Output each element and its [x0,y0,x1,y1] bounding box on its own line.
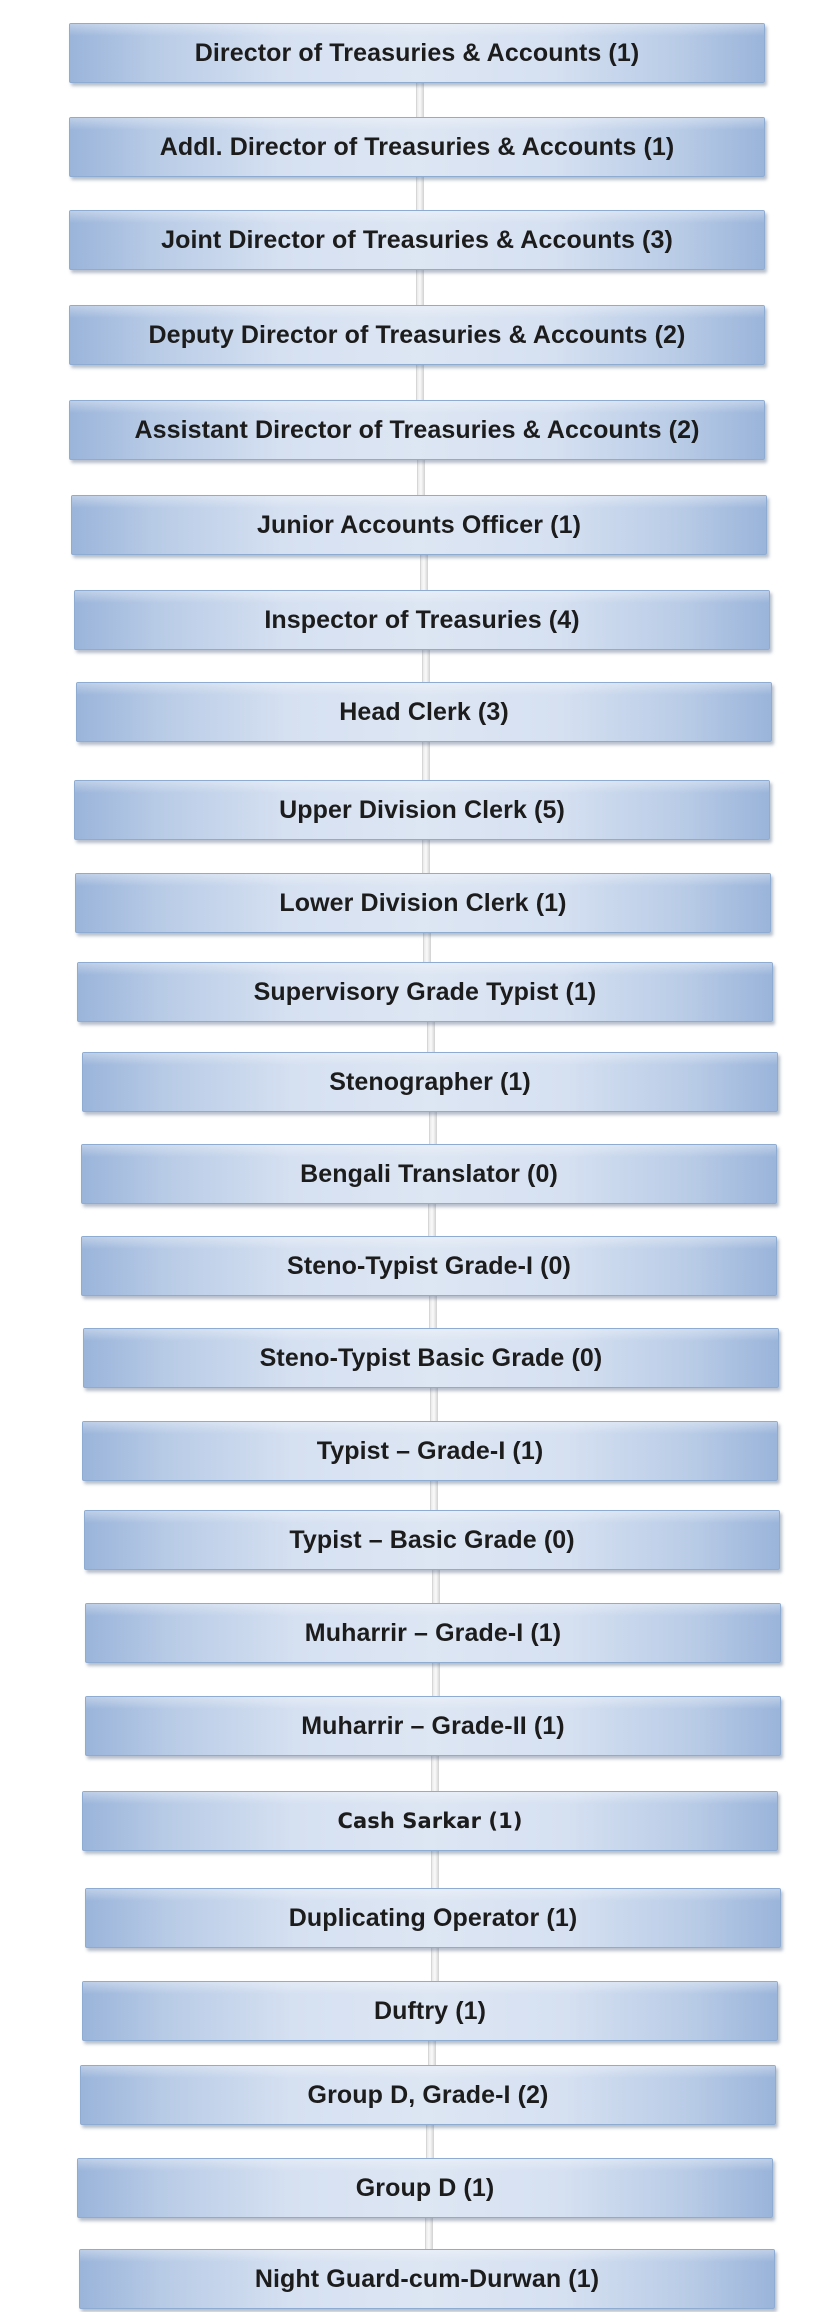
org-node-label: Director of Treasuries & Accounts (1) [194,38,640,67]
org-node [71,495,767,555]
org-node-label: Assistant Director of Treasuries & Accounts (2) [134,415,700,444]
org-node [79,2249,775,2309]
connector-line [423,931,431,964]
connector-line [416,81,424,119]
org-node-label: Junior Accounts Officer (1) [256,510,582,539]
connector-line [416,268,424,307]
org-node [77,2158,773,2218]
org-node [74,590,770,650]
org-node [82,1421,778,1481]
org-node-label: Group D (1) [355,2173,495,2202]
connector-line [420,553,428,592]
org-node [80,2065,776,2125]
org-node [69,210,765,270]
connector-line [425,2216,433,2251]
org-node-label: Steno-Typist Grade-I (0) [287,1251,571,1280]
org-node [69,400,765,460]
org-node-label: Inspector of Treasuries (4) [264,605,580,634]
org-node [82,1791,778,1851]
org-node-label: Duplicating Operator (1) [288,1903,578,1932]
connector-line [430,1479,438,1512]
connector-line [427,1020,435,1054]
connector-line [416,363,424,402]
org-node-label: Bengali Translator (0) [300,1159,558,1188]
connector-line [422,838,430,875]
connector-line [428,1202,436,1238]
connector-line [432,1568,440,1605]
org-node-label: Muharrir – Grade-I (1) [304,1618,562,1647]
org-node [84,1510,780,1570]
org-node-label: Group D, Grade-I (2) [307,2080,549,2109]
connector-line [426,2123,434,2160]
org-node-label: Steno-Typist Basic Grade (0) [259,1343,603,1372]
org-node-label: Lower Division Clerk (1) [279,888,567,917]
org-node [85,1696,781,1756]
org-node-label: Head Clerk (3) [339,697,509,726]
org-node [69,23,765,83]
org-node [76,682,772,742]
org-node [82,1052,778,1112]
org-node-label: Typist – Basic Grade (0) [289,1525,575,1554]
org-node-label: Addl. Director of Treasuries & Accounts (1) [159,132,675,161]
org-node-label: Deputy Director of Treasuries & Accounts (2) [148,320,686,349]
connector-line [432,1661,440,1698]
org-node [77,962,773,1022]
org-node-label: Typist – Grade-I (1) [316,1436,544,1465]
org-node [74,780,770,840]
org-node [82,1981,778,2041]
connector-line [422,648,430,684]
org-node-label: Muharrir – Grade-II (1) [301,1711,565,1740]
connector-line [429,1294,437,1330]
org-node [83,1328,779,1388]
org-node-label: Cash Sarkar (1) [337,1809,523,1833]
connector-line [431,1849,439,1890]
org-node [81,1236,777,1296]
connector-line [428,2039,436,2067]
org-node-label: Joint Director of Treasuries & Accounts (3) [161,225,673,254]
org-node [85,1603,781,1663]
org-node [81,1144,777,1204]
connector-line [417,458,425,497]
connector-line [430,1386,438,1423]
org-node-label: Duftry (1) [373,1996,487,2025]
connector-line [416,175,424,212]
org-node [75,873,771,933]
org-node-label: Night Guard-cum-Durwan (1) [254,2264,600,2293]
connector-line [422,740,430,782]
connector-line [429,1110,437,1146]
org-node-label: Supervisory Grade Typist (1) [253,977,597,1006]
org-node [85,1888,781,1948]
connector-line [431,1754,439,1793]
org-node [69,117,765,177]
connector-line [431,1946,439,1983]
org-node-label: Upper Division Clerk (5) [279,795,565,824]
org-node-label: Stenographer (1) [329,1067,531,1096]
org-node [69,305,765,365]
